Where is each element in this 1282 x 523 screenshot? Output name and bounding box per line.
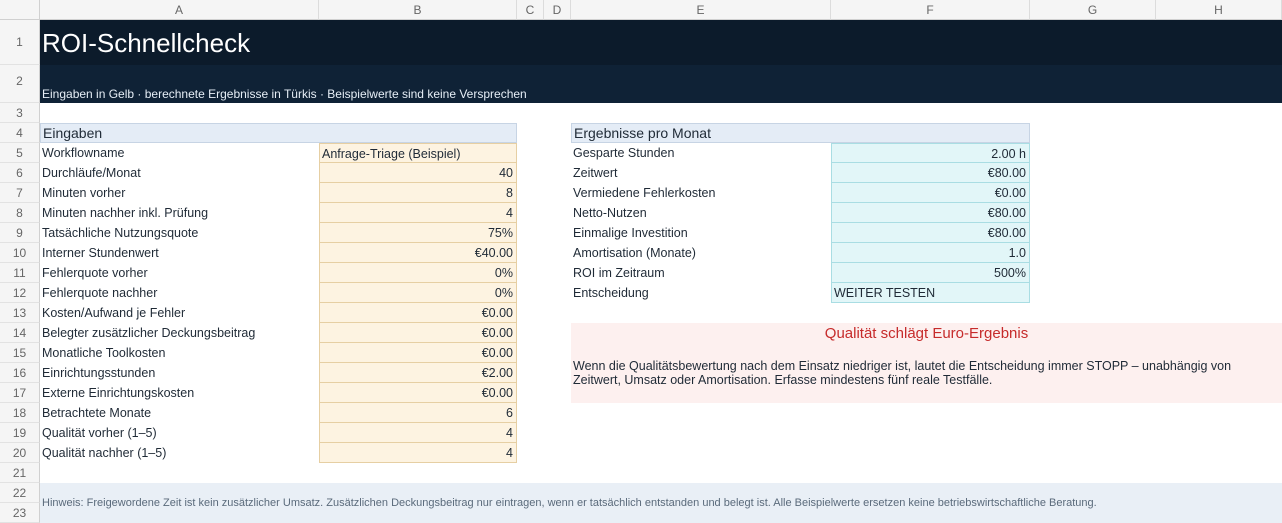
result-label[interactable]: ROI im Zeitraum bbox=[573, 266, 665, 280]
input-cell[interactable]: €0.00 bbox=[319, 343, 517, 363]
column-header-f[interactable]: F bbox=[831, 0, 1030, 20]
result-cell[interactable]: €80.00 bbox=[831, 223, 1030, 243]
row-header-10[interactable]: 10 bbox=[0, 243, 40, 263]
input-cell[interactable]: €0.00 bbox=[319, 303, 517, 323]
input-label[interactable]: Fehlerquote nachher bbox=[42, 286, 158, 300]
input-cell[interactable]: €40.00 bbox=[319, 243, 517, 263]
input-cell[interactable]: 4 bbox=[319, 443, 517, 463]
row-header-5[interactable]: 5 bbox=[0, 143, 40, 163]
input-label[interactable]: Betrachtete Monate bbox=[42, 406, 152, 420]
result-cell[interactable]: 2.00 h bbox=[831, 143, 1030, 163]
column-header-a[interactable]: A bbox=[40, 0, 319, 20]
input-label[interactable]: Einrichtungsstunden bbox=[42, 366, 156, 380]
row-header-8[interactable]: 8 bbox=[0, 203, 40, 223]
column-header-c[interactable]: C bbox=[517, 0, 544, 20]
sheet-title[interactable]: ROI-Schnellcheck bbox=[42, 28, 251, 58]
results-heading[interactable]: Ergebnisse pro Monat bbox=[571, 123, 1030, 143]
row-header-15[interactable]: 15 bbox=[0, 343, 40, 363]
input-cell[interactable]: 4 bbox=[319, 203, 517, 223]
sheet-subtitle[interactable]: Eingaben in Gelb · berechnete Ergebnisse in Türkis · Beispielwerte sind keine Versprechen bbox=[42, 87, 527, 101]
row-header-19[interactable]: 19 bbox=[0, 423, 40, 443]
input-label[interactable]: Qualität vorher (1–5) bbox=[42, 426, 157, 440]
input-label[interactable]: Minuten nachher inkl. Prüfung bbox=[42, 206, 209, 220]
row-header-14[interactable]: 14 bbox=[0, 323, 40, 343]
row-header-1[interactable]: 1 bbox=[0, 20, 40, 65]
inputs-heading[interactable]: Eingaben bbox=[40, 123, 517, 143]
row-header-12[interactable]: 12 bbox=[0, 283, 40, 303]
quality-warning-text: Wenn die Qualitätsbewertung nach dem Einsatz niedriger ist, lautet die Entscheidung immer STOPP – unabhängig von Zeitwert, Umsatz oder Amortisation. Erfasse mindestens fünf reale Testfälle. bbox=[573, 359, 1232, 387]
input-cell[interactable]: 40 bbox=[319, 163, 517, 183]
row-header-4[interactable]: 4 bbox=[0, 123, 40, 143]
input-cell[interactable]: €2.00 bbox=[319, 363, 517, 383]
row-header-16[interactable]: 16 bbox=[0, 363, 40, 383]
result-label[interactable]: Vermiedene Fehlerkosten bbox=[573, 186, 716, 200]
result-label[interactable]: Amortisation (Monate) bbox=[573, 246, 696, 260]
row-header-13[interactable]: 13 bbox=[0, 303, 40, 323]
column-header-e[interactable]: E bbox=[571, 0, 831, 20]
result-label[interactable]: Zeitwert bbox=[573, 166, 618, 180]
footer-note: Hinweis: Freigewordene Zeit ist kein zusätzlicher Umsatz. Zusätzlichen Deckungsbeitrag nur eintragen, wenn er tatsächlich entstanden und belegt ist. Alle Beispielwerte ersetzen keine betriebswirtschaftliche Beratung. bbox=[42, 497, 1097, 509]
input-label[interactable]: Kosten/Aufwand je Fehler bbox=[42, 306, 186, 320]
input-cell[interactable]: 8 bbox=[319, 183, 517, 203]
row-header-7[interactable]: 7 bbox=[0, 183, 40, 203]
input-cell[interactable]: 0% bbox=[319, 263, 517, 283]
column-header-d[interactable]: D bbox=[544, 0, 571, 20]
row-header-6[interactable]: 6 bbox=[0, 163, 40, 183]
row-header-18[interactable]: 18 bbox=[0, 403, 40, 423]
result-label[interactable]: Netto-Nutzen bbox=[573, 206, 647, 220]
row-header-23[interactable]: 23 bbox=[0, 503, 40, 523]
column-header-g[interactable]: G bbox=[1030, 0, 1156, 20]
row-header-2[interactable]: 2 bbox=[0, 65, 40, 103]
input-label[interactable]: Workflowname bbox=[42, 146, 125, 160]
input-label[interactable]: Fehlerquote vorher bbox=[42, 266, 148, 280]
decision-cell[interactable]: WEITER TESTEN bbox=[831, 283, 1030, 303]
row-header-17[interactable]: 17 bbox=[0, 383, 40, 403]
input-cell[interactable]: €0.00 bbox=[319, 323, 517, 343]
result-cell[interactable]: 1.0 bbox=[831, 243, 1030, 263]
column-header-h[interactable]: H bbox=[1156, 0, 1282, 20]
input-label[interactable]: Interner Stundenwert bbox=[42, 246, 159, 260]
row-header-3[interactable]: 3 bbox=[0, 103, 40, 123]
input-label[interactable]: Belegter zusätzlicher Deckungsbeitrag bbox=[42, 326, 256, 340]
input-label[interactable]: Minuten vorher bbox=[42, 186, 126, 200]
input-label[interactable]: Externe Einrichtungskosten bbox=[42, 386, 195, 400]
input-cell[interactable]: Anfrage-Triage (Beispiel) bbox=[319, 143, 517, 163]
input-cell[interactable]: 0% bbox=[319, 283, 517, 303]
input-label[interactable]: Monatliche Toolkosten bbox=[42, 346, 166, 360]
select-all-corner[interactable] bbox=[0, 0, 40, 20]
input-cell[interactable]: 4 bbox=[319, 423, 517, 443]
result-cell[interactable]: €0.00 bbox=[831, 183, 1030, 203]
row-header-20[interactable]: 20 bbox=[0, 443, 40, 463]
row-header-11[interactable]: 11 bbox=[0, 263, 40, 283]
result-label[interactable]: Einmalige Investition bbox=[573, 226, 688, 240]
result-cell[interactable]: €80.00 bbox=[831, 163, 1030, 183]
input-cell[interactable]: 6 bbox=[319, 403, 517, 423]
row-header-9[interactable]: 9 bbox=[0, 223, 40, 243]
result-label[interactable]: Gesparte Stunden bbox=[573, 146, 675, 160]
column-header-b[interactable]: B bbox=[319, 0, 517, 20]
input-label[interactable]: Qualität nachher (1–5) bbox=[42, 446, 167, 460]
result-cell[interactable]: €80.00 bbox=[831, 203, 1030, 223]
input-label[interactable]: Tatsächliche Nutzungsquote bbox=[42, 226, 199, 240]
input-cell[interactable]: €0.00 bbox=[319, 383, 517, 403]
result-label[interactable]: Entscheidung bbox=[573, 286, 649, 300]
row-header-21[interactable]: 21 bbox=[0, 463, 40, 483]
result-cell[interactable]: 500% bbox=[831, 263, 1030, 283]
input-label[interactable]: Durchläufe/Monat bbox=[42, 166, 141, 180]
row-header-22[interactable]: 22 bbox=[0, 483, 40, 503]
quality-warning-title: Qualität schlägt Euro-Ergebnis bbox=[824, 325, 1029, 342]
input-cell[interactable]: 75% bbox=[319, 223, 517, 243]
